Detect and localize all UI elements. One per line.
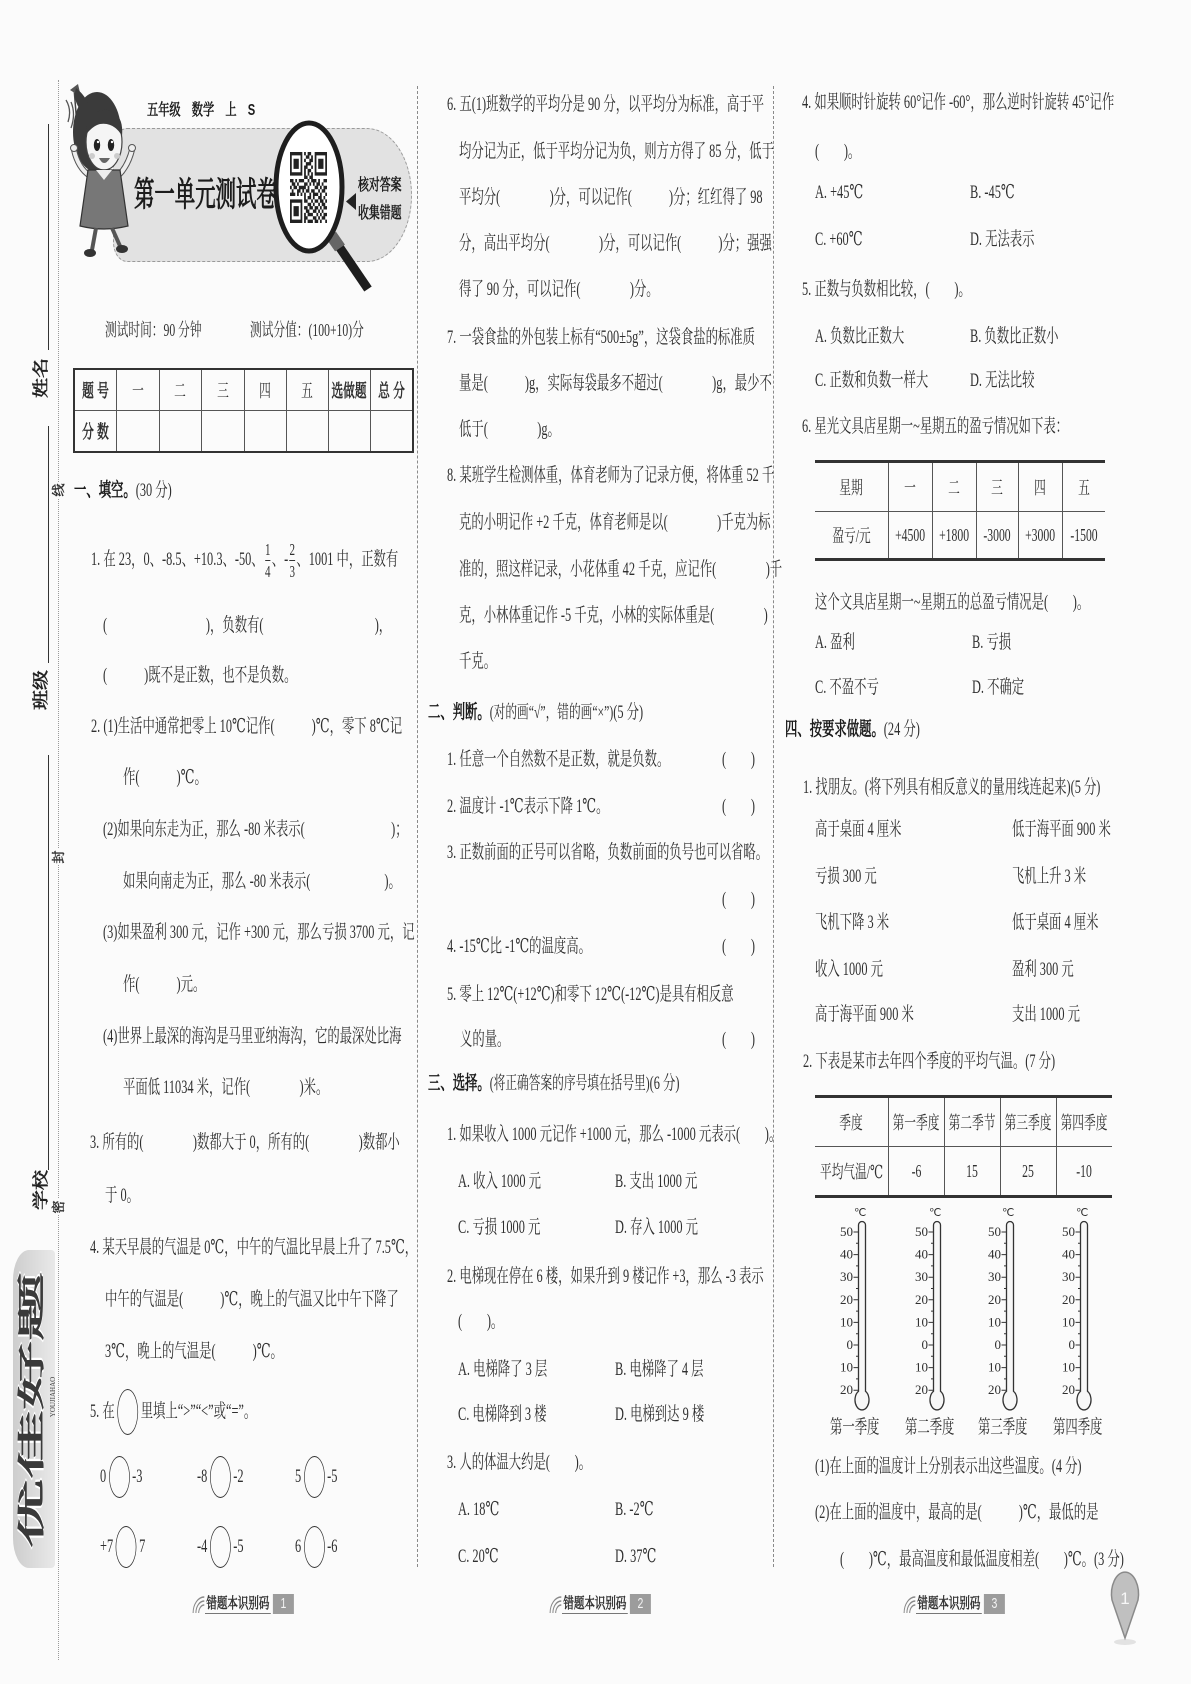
table-cell: 第二季节 bbox=[944, 1097, 1000, 1147]
thermometer-icon bbox=[930, 1222, 944, 1410]
class-label: 班级 bbox=[32, 670, 50, 710]
answer-bracket: ( ) bbox=[722, 936, 755, 957]
svg-text:0: 0 bbox=[1068, 1337, 1075, 1352]
seal-mark-secret: 密 bbox=[51, 1200, 66, 1214]
q8-line: 克，小林体重记作 -5 千克，小林的实际体重是( ) bbox=[459, 605, 768, 626]
qr-code bbox=[289, 150, 328, 224]
fraction-one-quarter: $\frac{1}{4}$ bbox=[264, 539, 271, 581]
choice-question-2: ( )。 bbox=[458, 1311, 504, 1332]
svg-text:30: 30 bbox=[1062, 1269, 1075, 1285]
thermometer-2 bbox=[915, 1207, 944, 1410]
choice-option-b: B. -2℃ bbox=[615, 1499, 654, 1520]
comparison-pair: +7 7 bbox=[100, 1526, 145, 1568]
thermometer-icon bbox=[1077, 1222, 1091, 1410]
q8-line: 准的，照这样记录，小花体重 42 千克，应记作( )千 bbox=[459, 559, 783, 580]
q1-line: ( )既不是正数，也不是负数。 bbox=[103, 665, 297, 686]
temperature-subquestion-2: ( )℃，最高温度和最低温度相差( )℃。(3 分) bbox=[840, 1549, 1124, 1570]
svg-text:10: 10 bbox=[840, 1359, 853, 1375]
column-divider-2 bbox=[773, 86, 774, 1567]
svg-text:10: 10 bbox=[915, 1359, 928, 1375]
table-cell: 二 bbox=[932, 462, 976, 512]
name-label: 姓名 bbox=[32, 358, 50, 398]
score-cell bbox=[201, 410, 244, 452]
q6-line: 得了 90 分，可以记作( )分。 bbox=[459, 279, 659, 300]
table-cell: 15 bbox=[944, 1147, 1000, 1197]
signal-arcs-icon bbox=[191, 1592, 205, 1614]
table-cell: 三 bbox=[976, 462, 1018, 512]
q4-line: 中午的气温是( )℃，晚上的气温又比中午下降了 bbox=[105, 1289, 399, 1310]
choice-question-1: 1. 如果收入 1000 元记作 +1000 元，那么 -1000 元表示( )。 bbox=[447, 1124, 782, 1145]
judgment-item-1: 1. 任意一个自然数不是正数，就是负数。 bbox=[447, 749, 670, 770]
judgment-item-2: 2. 温度计 -1℃表示下降 1℃。 bbox=[447, 796, 609, 817]
table-cell: 星期 bbox=[815, 462, 888, 512]
thermometer-4 bbox=[1062, 1207, 1091, 1410]
score-table-header-cell: 三 bbox=[201, 369, 244, 410]
table-cell: -3000 bbox=[976, 512, 1018, 560]
signal-arcs-icon bbox=[548, 1592, 562, 1614]
qr-caption-check-answers: 核对答案 bbox=[358, 177, 402, 194]
svg-text:20: 20 bbox=[988, 1382, 1001, 1398]
column-divider-1 bbox=[417, 86, 418, 1567]
matching-right-item: 盈利 300 元 bbox=[1012, 959, 1074, 980]
unit-label: ℃ bbox=[1002, 1207, 1015, 1219]
table-cell: -10 bbox=[1056, 1147, 1112, 1197]
choice-question-4: 4. 如果顺时针旋转 60°记作 -60°，那么逆时针旋转 45°记作 bbox=[802, 92, 1115, 113]
thermometer-scale-ticks bbox=[929, 1232, 934, 1390]
choice-question-2: 2. 电梯现在停在 6 楼，如果升到 9 楼记作 +3，那么 -3 表示 bbox=[447, 1266, 764, 1287]
matching-left-item: 高于桌面 4 厘米 bbox=[815, 819, 902, 840]
choice-question-6: 6. 星光文具店星期一~星期五的盈亏情况如下表： bbox=[802, 416, 1069, 437]
section-1-heading: 一、填空。(30 分) bbox=[74, 480, 172, 501]
page-number-pin-icon bbox=[1103, 1568, 1147, 1648]
thermometer-3 bbox=[988, 1207, 1017, 1410]
page-number: 1 bbox=[1120, 1589, 1130, 1608]
mistake-book-code-number: 1 bbox=[273, 1594, 294, 1614]
svg-text:30: 30 bbox=[988, 1269, 1001, 1285]
matching-left-item: 收入 1000 元 bbox=[815, 959, 883, 980]
score-cell bbox=[328, 410, 370, 452]
thermometers bbox=[800, 1200, 1120, 1420]
table-cell: 一 bbox=[888, 462, 932, 512]
unit-label: ℃ bbox=[929, 1207, 942, 1219]
unit-label: ℃ bbox=[854, 1207, 867, 1219]
svg-text:50: 50 bbox=[840, 1224, 853, 1239]
mistake-book-code-1 bbox=[191, 1592, 294, 1614]
seal-mark-seal: 封 bbox=[51, 850, 66, 864]
matching-right-item: 飞机上升 3 米 bbox=[1012, 866, 1087, 887]
q3-line: 于 0。 bbox=[105, 1185, 139, 1206]
choice-option-d: D. 不确定 bbox=[972, 677, 1025, 698]
temperature-question-title: 2. 下表是某市去年四个季度的平均气温。(7 分) bbox=[803, 1051, 1056, 1072]
season-value-row bbox=[815, 1147, 1112, 1197]
table-cell: +4500 bbox=[888, 512, 932, 560]
choice-option-d: D. 电梯到达 9 楼 bbox=[615, 1404, 705, 1425]
table-cell: 25 bbox=[1000, 1147, 1056, 1197]
q1-line: ( )，负数有( )， bbox=[103, 615, 392, 636]
svg-text:10: 10 bbox=[1062, 1359, 1075, 1375]
choice-option-c: C. +60℃ bbox=[815, 229, 863, 250]
profit-loss-value-row bbox=[815, 512, 1105, 560]
choice-option-c: C. 正数和负数一样大 bbox=[815, 370, 929, 391]
q2-line: (2)如果向东走为正，那么 -80 米表示( )； bbox=[103, 819, 408, 840]
choice-question-6: 这个文具店星期一~星期五的总盈亏情况是( )。 bbox=[815, 592, 1090, 613]
season-temperature-table bbox=[815, 1095, 1112, 1198]
score-table-header-cell: 一 bbox=[116, 369, 159, 410]
thermometer-scale-ticks bbox=[854, 1232, 859, 1390]
score-table-header-cell: 选做题 bbox=[328, 369, 370, 410]
q4-line: 3℃，晚上的气温是( )℃。 bbox=[105, 1341, 283, 1362]
answer-circle bbox=[304, 1456, 325, 1498]
choice-option-a: A. 盈利 bbox=[815, 632, 855, 653]
judgment-item-5: 义的量。 bbox=[460, 1029, 510, 1050]
class-underline bbox=[48, 426, 49, 663]
mistake-book-code-2 bbox=[548, 1592, 651, 1614]
answer-bracket: ( ) bbox=[722, 1029, 755, 1050]
unit-label: ℃ bbox=[1076, 1207, 1089, 1219]
page-title: 第一单元测试卷 bbox=[134, 176, 277, 214]
profit-loss-table bbox=[815, 460, 1105, 561]
svg-text:10: 10 bbox=[840, 1314, 853, 1330]
answer-bracket: ( ) bbox=[722, 749, 755, 770]
svg-text:20: 20 bbox=[840, 1291, 853, 1307]
q2-line: 作( )℃。 bbox=[123, 767, 207, 788]
score-table-score-row bbox=[74, 410, 413, 452]
binding-dotted-line bbox=[58, 80, 59, 1660]
table-cell: 第一季度 bbox=[888, 1097, 944, 1147]
choice-question-3: 3. 人的体温大约是( )。 bbox=[447, 1452, 592, 1473]
fraction-two-thirds: $\frac{2}{3}$ bbox=[289, 539, 296, 581]
svg-text:40: 40 bbox=[988, 1246, 1001, 1262]
q2-line: 如果向南走为正，那么 -80 米表示( )。 bbox=[123, 871, 401, 892]
thermometer-label-q4: 第四季度 bbox=[1053, 1417, 1103, 1438]
thermometer-label-q3: 第三季度 bbox=[978, 1417, 1028, 1438]
thermometer-label-q1: 第一季度 bbox=[830, 1417, 880, 1438]
table-cell: 第四季度 bbox=[1056, 1097, 1112, 1147]
header-artwork bbox=[0, 0, 430, 300]
section-4-heading: 四、按要求做题。(24 分) bbox=[785, 719, 920, 740]
score-cell bbox=[286, 410, 328, 452]
answer-circle bbox=[210, 1526, 231, 1568]
signal-arcs-icon bbox=[902, 1592, 916, 1614]
q8-line: 8. 某班学生检测体重，体育老师为了记录方便，将体重 52 千 bbox=[447, 465, 775, 486]
table-cell: 五 bbox=[1062, 462, 1105, 512]
svg-text:0: 0 bbox=[921, 1337, 928, 1352]
mistake-book-code-label: 错题本识别码 bbox=[563, 1595, 627, 1612]
score-table-header-cell: 总 分 bbox=[370, 369, 413, 410]
matching-left-item: 亏损 300 元 bbox=[815, 866, 877, 887]
score-table bbox=[73, 368, 414, 453]
table-cell: -1500 bbox=[1062, 512, 1105, 560]
q6-line: 平均分( )分，可以记作( )分；红红得了 98 bbox=[459, 187, 763, 208]
q2-line: 作( )元。 bbox=[123, 974, 206, 995]
choice-option-a: A. 负数比正数大 bbox=[815, 326, 905, 347]
score-cell bbox=[159, 410, 201, 452]
thermometer-scale-ticks bbox=[1002, 1232, 1007, 1390]
comparison-pair: -8 -2 bbox=[197, 1456, 244, 1498]
q6-line: 6. 五(1)班数学的平均分是 90 分，以平均分为标准，高于平 bbox=[447, 94, 764, 115]
thermometer-icon bbox=[1003, 1222, 1017, 1410]
choice-option-b: B. 电梯降了 4 层 bbox=[615, 1359, 704, 1380]
svg-text:20: 20 bbox=[988, 1291, 1001, 1307]
q2-line: (4)世界上最深的海沟是马里亚纳海沟，它的最深处比海 bbox=[103, 1026, 402, 1047]
season-header-row bbox=[815, 1097, 1112, 1147]
choice-option-d: D. 37℃ bbox=[615, 1546, 657, 1567]
score-cell bbox=[116, 410, 159, 452]
q2-line: 平面低 11034 米，记作( )米。 bbox=[123, 1077, 329, 1098]
answer-circle bbox=[117, 1389, 138, 1435]
grade-subject-label: 五年级 数学 上 S bbox=[147, 102, 256, 119]
q4-line: 4. 某天早晨的气温是 0℃，中午的气温比早晨上升了 7.5℃， bbox=[90, 1237, 418, 1258]
answer-circle bbox=[116, 1526, 137, 1568]
matching-question-title: 1. 找朋友。(将下列具有相反意义的量用线连起来)(5 分) bbox=[803, 777, 1101, 798]
thermometer-1 bbox=[840, 1207, 869, 1410]
thermometer-icon bbox=[855, 1222, 869, 1410]
score-table-header-cell: 五 bbox=[286, 369, 328, 410]
svg-text:40: 40 bbox=[915, 1246, 928, 1262]
svg-text:50: 50 bbox=[915, 1224, 928, 1239]
judgment-item-3: 3. 正数前面的正号可以省略，负数前面的负号也可以省略。 bbox=[447, 842, 769, 863]
answer-circle bbox=[210, 1456, 231, 1498]
comparison-pair: 0 -3 bbox=[100, 1456, 142, 1498]
choice-option-b: B. 支出 1000 元 bbox=[615, 1171, 698, 1192]
q8-line: 千克。 bbox=[459, 651, 497, 672]
comparison-pair: -4 -5 bbox=[197, 1526, 244, 1568]
svg-text:40: 40 bbox=[1062, 1246, 1075, 1262]
svg-text:50: 50 bbox=[1062, 1224, 1075, 1239]
comparison-pair: 5 -5 bbox=[295, 1456, 337, 1498]
table-cell: 盈亏/元 bbox=[815, 512, 888, 560]
table-cell: 第三季度 bbox=[1000, 1097, 1056, 1147]
answer-bracket: ( ) bbox=[722, 796, 755, 817]
choice-option-a: A. 电梯降了 3 层 bbox=[458, 1359, 548, 1380]
svg-text:30: 30 bbox=[840, 1269, 853, 1285]
choice-option-b: B. 亏损 bbox=[972, 632, 1012, 653]
mistake-book-code-label: 错题本识别码 bbox=[917, 1595, 981, 1612]
table-cell: -6 bbox=[888, 1147, 944, 1197]
mistake-book-code-label: 错题本识别码 bbox=[206, 1595, 270, 1612]
choice-option-a: A. 收入 1000 元 bbox=[458, 1171, 542, 1192]
svg-text:10: 10 bbox=[915, 1314, 928, 1330]
arrow-left-icon bbox=[346, 193, 356, 210]
choice-question-5: 5. 正数与负数相比较，( )。 bbox=[802, 279, 971, 300]
svg-text:10: 10 bbox=[1062, 1314, 1075, 1330]
q7-line: 低于( )g。 bbox=[459, 419, 560, 440]
choice-option-b: B. 负数比正数小 bbox=[970, 326, 1059, 347]
choice-option-b: B. -45℃ bbox=[970, 182, 1015, 203]
score-row-label: 分 数 bbox=[74, 410, 116, 452]
comparison-pair: 6 -6 bbox=[295, 1526, 337, 1568]
thermometer-label-q2: 第二季度 bbox=[905, 1417, 955, 1438]
q8-line: 克的小明记作 +2 千克，体育老师是以( )千克为标 bbox=[459, 512, 771, 533]
matching-right-item: 低于海平面 900 米 bbox=[1012, 819, 1111, 840]
svg-text:30: 30 bbox=[915, 1269, 928, 1285]
svg-text:10: 10 bbox=[988, 1359, 1001, 1375]
svg-text:10: 10 bbox=[988, 1314, 1001, 1330]
table-cell: +1800 bbox=[932, 512, 976, 560]
choice-option-c: C. 不盈不亏 bbox=[815, 677, 879, 698]
girl-mascot-illustration bbox=[66, 84, 136, 257]
q6-line: 分，高出平均分( )分，可以记作( )分；强强 bbox=[459, 233, 772, 254]
svg-text:20: 20 bbox=[915, 1382, 928, 1398]
matching-right-item: 低于桌面 4 厘米 bbox=[1012, 912, 1099, 933]
choice-option-d: D. 无法表示 bbox=[970, 229, 1035, 250]
answer-bracket: ( ) bbox=[722, 889, 755, 910]
answer-circle bbox=[304, 1526, 325, 1568]
school-label: 学校 bbox=[32, 1170, 50, 1210]
svg-text:20: 20 bbox=[1062, 1291, 1075, 1307]
answer-circle bbox=[109, 1456, 130, 1498]
svg-text:50: 50 bbox=[988, 1224, 1001, 1239]
publisher-logo-pinyin: YOUJIAHAO bbox=[49, 1376, 57, 1418]
score-table-header-cell: 四 bbox=[244, 369, 286, 410]
matching-right-item: 支出 1000 元 bbox=[1012, 1004, 1080, 1025]
svg-text:0: 0 bbox=[994, 1337, 1001, 1352]
q2-line: (3)如果盈利 300 元，记作 +300 元，那么亏损 3700 元，记 bbox=[103, 922, 415, 943]
svg-text:40: 40 bbox=[840, 1246, 853, 1262]
choice-option-c: C. 亏损 1000 元 bbox=[458, 1217, 541, 1238]
q7-line: 7. 一袋食盐的外包装上标有“500±5g”，这袋食盐的标准质 bbox=[447, 327, 755, 348]
choice-option-c: C. 20℃ bbox=[458, 1546, 499, 1567]
svg-text:20: 20 bbox=[1062, 1382, 1075, 1398]
score-cell bbox=[244, 410, 286, 452]
svg-text:20: 20 bbox=[915, 1291, 928, 1307]
svg-text:0: 0 bbox=[846, 1337, 853, 1352]
score-table-header-cell: 二 bbox=[159, 369, 201, 410]
section-2-heading: 二、判断。(对的画“√”，错的画“×”)(5 分) bbox=[428, 702, 644, 723]
matching-left-item: 高于海平面 900 米 bbox=[815, 1004, 914, 1025]
table-cell: 季度 bbox=[815, 1097, 888, 1147]
test-score-value: 测试分值：(100+10)分 bbox=[250, 320, 364, 340]
test-time: 测试时间：90 分钟 bbox=[105, 320, 202, 340]
choice-option-a: A. +45℃ bbox=[815, 182, 864, 203]
choice-question-4: ( )。 bbox=[815, 141, 861, 162]
choice-option-a: A. 18℃ bbox=[458, 1499, 500, 1520]
temperature-subquestion-1: (1)在上面的温度计上分别表示出这些温度。(4 分) bbox=[815, 1456, 1082, 1477]
score-table-header-cell: 题 号 bbox=[74, 369, 116, 410]
table-cell: 四 bbox=[1018, 462, 1062, 512]
temperature-subquestion-2: (2)在上面的温度中，最高的是( )℃，最低的是 bbox=[815, 1502, 1099, 1523]
choice-option-d: D. 存入 1000 元 bbox=[615, 1217, 699, 1238]
q2-line: 2. (1)生活中通常把零上 10℃记作( )℃，零下 8℃记 bbox=[91, 716, 403, 737]
school-underline bbox=[48, 755, 49, 1170]
q7-line: 量是( )g，实际每袋最多不超过( )g，最少不 bbox=[459, 373, 772, 394]
judgment-item-4: 4. -15℃比 -1℃的温度高。 bbox=[447, 936, 591, 957]
thermometer-scale-ticks bbox=[1076, 1232, 1081, 1390]
choice-option-d: D. 无法比较 bbox=[970, 370, 1035, 391]
q6-line: 均分记为正，低于平均分记为负，则方方得了 85 分，低于 bbox=[459, 141, 774, 162]
score-table-header-row bbox=[74, 369, 413, 410]
judgment-item-5: 5. 零上 12℃(+12℃)和零下 12℃(-12℃)是具有相反意 bbox=[447, 984, 734, 1005]
profit-loss-header-row bbox=[815, 462, 1105, 512]
section-3-heading: 三、选择。(将正确答案的序号填在括号里)(6 分) bbox=[428, 1073, 680, 1094]
table-cell: 平均气温/℃ bbox=[815, 1147, 888, 1197]
matching-left-item: 飞机下降 3 米 bbox=[815, 912, 890, 933]
score-cell bbox=[370, 410, 413, 452]
q5-prompt: 5. 在 里填上“>”“<”或“=”。 bbox=[90, 1389, 256, 1435]
mistake-book-code-number: 3 bbox=[984, 1594, 1005, 1614]
seal-mark-line: 线 bbox=[51, 483, 66, 497]
svg-text:20: 20 bbox=[840, 1382, 853, 1398]
table-cell: +3000 bbox=[1018, 512, 1062, 560]
mistake-book-code-3 bbox=[902, 1592, 1005, 1614]
qr-caption-collect-mistakes: 收集错题 bbox=[358, 205, 402, 222]
q1-line: 1. 在 23，0、-8.5、+10.3、-50、 $\frac{1}{4}$ 、- $\frac{2}{3}$ 、1001 中，正数有 bbox=[91, 539, 399, 581]
q3-line: 3. 所有的( )数都大于 0，所有的( )数都小 bbox=[90, 1132, 400, 1153]
mistake-book-code-number: 2 bbox=[630, 1594, 651, 1614]
choice-option-c: C. 电梯降到 3 楼 bbox=[458, 1404, 547, 1425]
publisher-logo-text: 优佳好题 bbox=[17, 1272, 48, 1548]
